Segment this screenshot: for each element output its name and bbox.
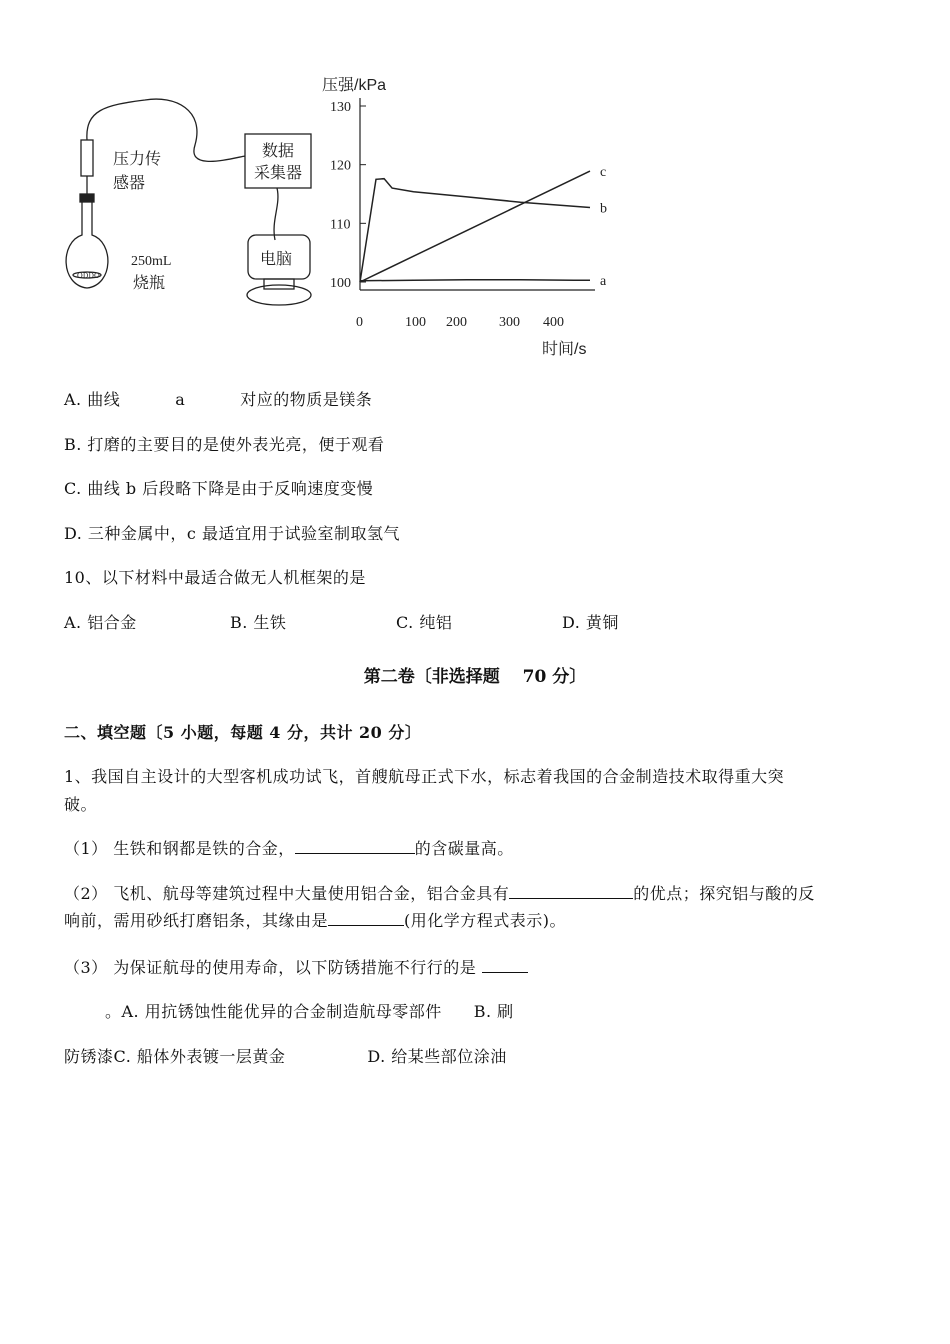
y-tick-label: 120: [330, 158, 351, 174]
q1-part3-options-line1: [105, 999, 514, 1022]
experiment-figure: [55, 70, 615, 360]
series-label-c: c: [600, 165, 607, 181]
x-tick-label: 400: [543, 315, 564, 330]
collector-label-2: 采集器: [254, 165, 303, 182]
q10-option-b: B. 生铁: [230, 613, 287, 632]
q9-option-c: C. 曲线 b 后段略下降是由于反响速度变慢: [64, 479, 374, 498]
q1-part2-text-b: 的优点；探究铝与酸的反: [633, 884, 815, 903]
q1-part2-text-c: 响前，需用砂纸打磨铝条，其缘由是: [64, 911, 329, 930]
q1-part2-text-d: (用化学方程式表示)。: [404, 911, 567, 930]
section-heading: 二、填空题〔5 小题，每题 4 分，共计 20 分〕: [64, 723, 422, 742]
q1-part3-option-b-part2: 防锈漆: [64, 1047, 114, 1066]
q1-part1-text-a: （1） 生铁和钢都是铁的合金，: [64, 839, 295, 858]
sensor-cable: [87, 99, 245, 161]
q1-part3-blank[interactable]: [482, 956, 528, 973]
q1-part3-text: （3） 为保证航母的使用寿命，以下防锈措施不行行的是: [64, 958, 477, 977]
pressure-sensor: [81, 140, 93, 176]
series-label-a: a: [600, 274, 607, 290]
series-label-b: b: [600, 201, 607, 217]
q1-part1-blank[interactable]: [295, 837, 415, 854]
x-tick-label: 100: [405, 315, 426, 330]
q1-part2-blank-2[interactable]: [328, 909, 404, 926]
q1-stem-line2: 破。: [64, 795, 98, 814]
q10-option-c: C. 纯铝: [396, 613, 453, 632]
q10-options: [64, 610, 619, 633]
q9-option-a: [64, 387, 372, 410]
q9-option-a-part1: A. 曲线: [64, 390, 121, 409]
q10-option-d: D. 黄铜: [562, 613, 619, 632]
q10-option-a: A. 铝合金: [64, 613, 137, 632]
q9-option-a-part3: 对应的物质是镁条: [240, 390, 373, 409]
x-tick-label: 300: [499, 315, 520, 330]
q1-part3-option-d: D. 给某些部位涂油: [367, 1047, 507, 1066]
q1-part3: [64, 955, 528, 978]
q1-part3-options-line2: [64, 1044, 507, 1067]
q1-stem-line1: 1、我国自主设计的大型客机成功试飞，首艘航母正式下水，标志着我国的合金制造技术取得重大突: [64, 767, 785, 786]
q10-stem: 10、以下材料中最适合做无人机框架的是: [64, 568, 366, 587]
q1-part1-text-b: 的含碳量高。: [414, 839, 514, 858]
series-line-b: [360, 179, 590, 282]
collector-label-1: 数据: [262, 143, 295, 160]
series-line-a: [360, 280, 590, 281]
x-tick-label: 0: [356, 315, 363, 330]
q1-part2-blank-1[interactable]: [509, 882, 633, 899]
q9-option-d: D. 三种金属中，c 最适宜用于试验室制取氢气: [64, 524, 400, 543]
y-tick-label: 130: [330, 100, 351, 115]
pressure-time-chart: [322, 76, 607, 358]
sensor-label-2: 感器: [113, 175, 146, 192]
flask-volume-label: 250mL: [131, 254, 172, 269]
q9-option-b: B. 打磨的主要目的是使外表光亮，便于观看: [64, 435, 385, 454]
series-line-c: [360, 171, 590, 282]
computer-label: 电脑: [260, 251, 293, 268]
q9-option-a-part2: a: [175, 390, 186, 409]
x-axis-label: 时间/s: [542, 341, 587, 358]
q1-part2-line1: [64, 881, 815, 904]
q1-part3-option-a: 。A. 用抗锈蚀性能优异的合金制造航母零部件: [105, 1002, 442, 1021]
y-tick-label: 110: [330, 217, 351, 233]
part2-title: 第二卷〔非选择题 70 分〕: [363, 667, 587, 687]
computer-cable: [274, 188, 278, 240]
q1-part3-option-c: C. 船体外表镀一层黄金: [113, 1047, 286, 1066]
q1-part1: [64, 836, 514, 859]
x-tick-label: 200: [446, 315, 467, 330]
apparatus-diagram: [66, 99, 311, 305]
q1-part2-text-a: （2） 飞机、航母等建筑过程中大量使用铝合金，铝合金具有: [64, 884, 510, 903]
svg-text:ODDO: ODDO: [77, 272, 100, 280]
y-tick-label: 100: [330, 276, 351, 291]
q1-part2-line2: [64, 908, 566, 931]
q1-part3-option-b-part1: B. 刷: [473, 1002, 514, 1021]
y-axis-label: 压强/kPa: [322, 77, 387, 94]
sensor-label-1: 压力传: [113, 151, 162, 168]
flask-name-label: 烧瓶: [133, 275, 166, 292]
